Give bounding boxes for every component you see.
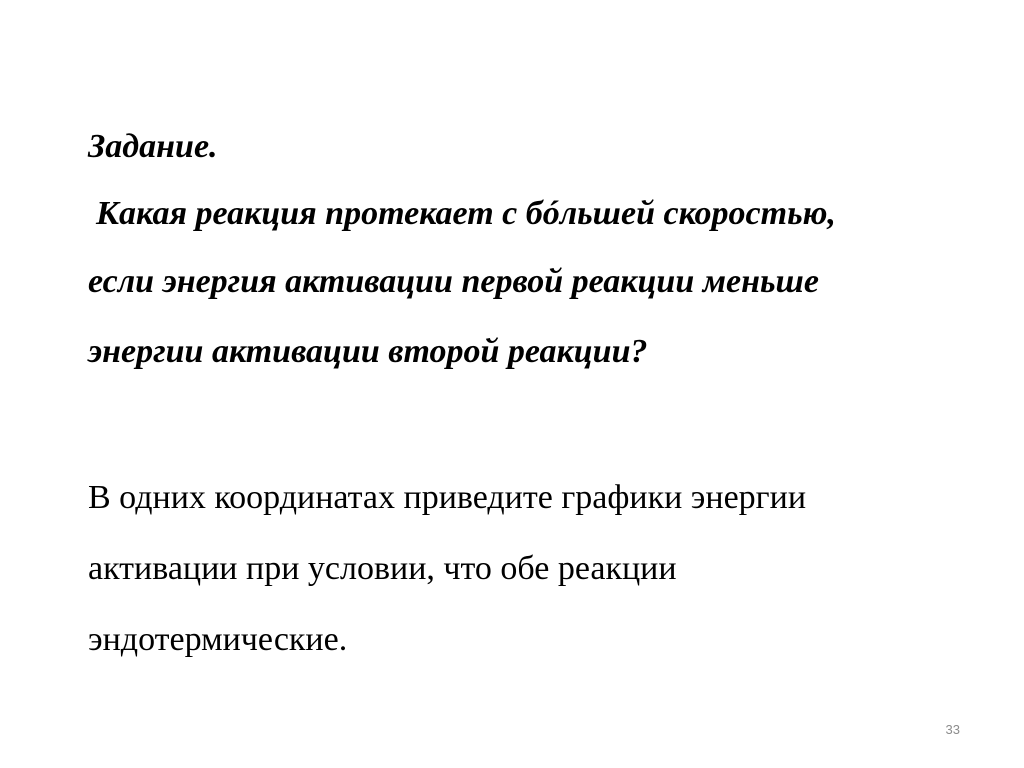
instruction-line-3: эндотермические. — [88, 621, 348, 658]
instruction-line-1: В одних координатах приведите графики энергии — [88, 479, 807, 516]
task-heading: Задание. — [88, 128, 218, 165]
instruction-line-2: активации при условии, что обе реакции — [88, 550, 677, 587]
page-number: 33 — [945, 722, 960, 737]
question-line-2: если энергия активации первой реакции меньше — [88, 263, 819, 300]
question-line-1: Какая реакция протекает с бóльшей скоростью, — [96, 195, 836, 232]
question-line-3: энергии активации второй реакции? — [88, 333, 648, 370]
